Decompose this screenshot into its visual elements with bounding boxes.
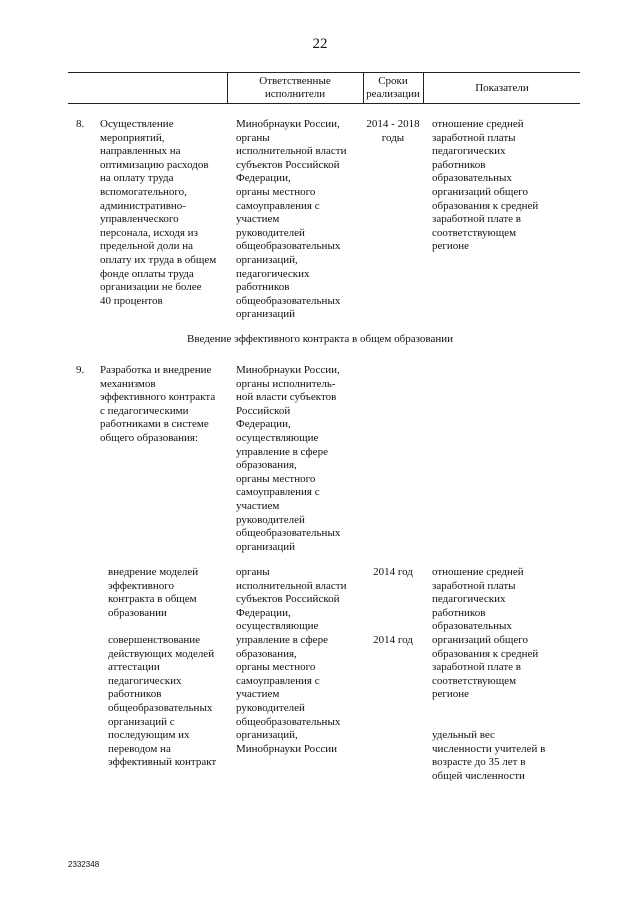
sub-item-1-deadline: 2014 год: [373, 566, 413, 578]
row-9-responsible: Минобрнауки России, органы исполнитель- ной власти субъектов Российской Федерации, осуществляющие управление в сфере образования, органы местного самоуправления с участием руководителей общеобразовательных организаций: [236, 364, 341, 553]
sub-item-2-deadline: 2014 год: [373, 634, 413, 646]
row-8-number: 8.: [76, 118, 85, 130]
row-9-number: 9.: [76, 364, 85, 376]
row-9-measure: Разработка и внедрение механизмов эффективного контракта с педагогическими работниками в системе общего образования:: [100, 364, 216, 444]
header-responsible: Ответственные исполнители: [259, 75, 331, 100]
row-8-responsible: Минобрнауки России, органы исполнительной власти субъектов Российской Федерации, органы местного самоуправления с участием руководителей общеобразовательных организаций, педагогических работников общеобразовательных организаций: [236, 118, 347, 321]
page-number: 22: [312, 36, 328, 52]
sub-items-indicator-1: отношение средней заработной платы педагогических работников образовательных организаций общего образования к средней заработной плате в соответствующем регионе: [432, 566, 539, 701]
header-deadline: Сроки реализации: [366, 75, 420, 100]
row-8-deadline: 2014 - 2018 годы: [366, 118, 420, 144]
sub-item-1-measure: внедрение моделей эффективного контракта в общем образовании: [108, 566, 199, 619]
header-indicators: Показатели: [475, 82, 529, 94]
header-top-rule: [68, 72, 580, 73]
row-8-measure: Осуществление мероприятий, направленных на оптимизацию расходов на оплату труда вспомогательного, административно- управленческого персонала, исходя из предельной доли на оплату их труда в общем фонде оплаты труда организации не более 40 процентов: [100, 118, 217, 307]
row-8-indicator: отношение средней заработной платы педагогических работников образовательных организаций общего образования к средней заработной плате в соответствующем регионе: [432, 118, 539, 253]
sub-items-indicator-2: удельный вес численности учителей в возрасте до 35 лет в общей численности: [432, 729, 546, 782]
header-bottom-rule: [68, 103, 580, 104]
document-code: 2332348: [68, 860, 100, 869]
section-title: Введение эффективного контракта в общем образовании: [186, 333, 453, 345]
sub-item-2-measure: совершенствование действующих моделей аттестации педагогических работников общеобразовательных организаций с последующим их переводом на эффективный контракт: [108, 634, 217, 769]
sub-items-responsible: органы исполнительной власти субъектов Российской Федерации, осуществляющие управление в сфере образования, органы местного самоуправления с участием руководителей общеобразовательных организаций, Минобрнауки России: [236, 566, 347, 755]
